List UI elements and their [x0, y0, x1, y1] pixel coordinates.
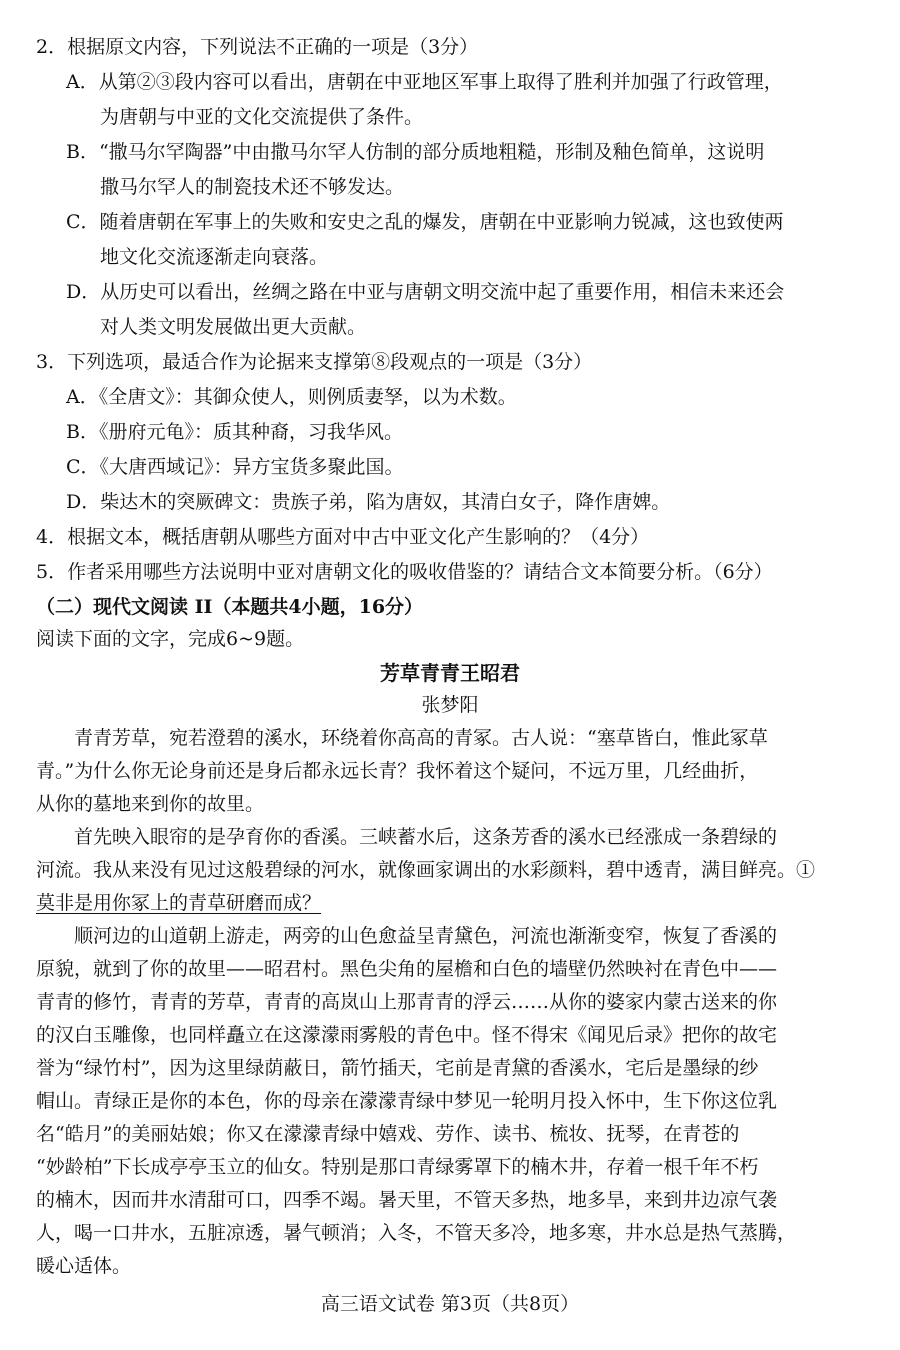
paragraph-3-line: 的楠木，因而井水清甜可口，四季不竭。暑天里，不管天多热，地多旱，来到井边凉气袭	[36, 1189, 778, 1211]
paragraph-3-line: 青青的修竹，青青的芳草，青青的高岚山上那青青的浮云……从你的婆家内蒙古送来的你	[36, 991, 778, 1013]
question-3-stem: 3．下列选项，最适合作为论据来支撑第⑧段观点的一项是（3分）	[36, 351, 593, 373]
question-3-option-c: C．《大唐西域记》：异方宝货多聚此国。	[66, 456, 404, 478]
paragraph-1-line: 青。”为什么你无论身前还是身后都永远长青？我怀着这个疑问，不远万里，几经曲折，	[36, 760, 759, 782]
paragraph-3-line: 誉为“绿竹村”，因为这里绿荫蔽日，箭竹插天，宅前是青黛的香溪水，宅后是墨绿的纱	[36, 1057, 759, 1079]
question-2-option-b-cont: 撒马尔罕人的制瓷技术还不够发达。	[100, 176, 405, 198]
question-3-option-a: A．《全唐文》：其御众使人，则例质妻孥，以为术数。	[66, 386, 517, 408]
question-3-option-b: B．《册府元龟》：质其种裔，习我华风。	[66, 421, 403, 443]
section-heading: （二）现代文阅读 II（本题共4小题，16分）	[36, 596, 424, 618]
question-2-option-d-cont: 对人类文明发展做出更大贡献。	[100, 316, 367, 338]
paragraph-3-line: 原貌，就到了你的故里——昭君村。黑色尖角的屋檐和白色的墙壁仍然映衬在青色中——	[36, 958, 778, 980]
paragraph-1-line: 青青芳草，宛若澄碧的溪水，环绕着你高高的青冢。古人说：“塞草皆白，惟此冢草	[74, 727, 768, 749]
question-2-option-c-cont: 地文化交流逐渐走向衰落。	[100, 246, 329, 268]
question-3-option-d: D．柴达木的突厥碑文：贵族子弟，陷为唐奴，其清白女子，降作唐婢。	[66, 491, 671, 513]
paragraph-3-line: “妙龄柏”下长成亭亭玉立的仙女。特别是那口青绿雾罩下的楠木井，存着一根千年不朽	[36, 1156, 759, 1178]
question-4: 4．根据文本，概括唐朝从哪些方面对中古中亚文化产生影响的？（4分）	[36, 526, 650, 548]
question-2-stem: 2．根据原文内容，下列说法不正确的一项是（3分）	[36, 36, 479, 58]
question-5: 5．作者采用哪些方法说明中亚对唐朝文化的吸收借鉴的？请结合文本简要分析。（6分）	[36, 561, 773, 583]
page-footer: 高三语文试卷 第3页（共8页）	[320, 1293, 580, 1315]
question-2-option-c: C．随着唐朝在军事上的失败和安史之乱的爆发，唐朝在中亚影响力锐减，这也致使两	[66, 211, 784, 233]
paragraph-3-line: 顺河边的山道朝上游走，两旁的山色愈益呈青黛色，河流也渐渐变窄，恢复了香溪的	[74, 925, 778, 947]
paragraph-2-line: 河流。我从来没有见过这般碧绿的河水，就像画家调出的水彩颜料，碧中透青，满目鲜亮。①	[36, 859, 816, 881]
paragraph-2-line: 首先映入眼帘的是孕育你的香溪。三峡蓄水后，这条芳香的溪水已经涨成一条碧绿的	[74, 826, 778, 848]
section-instruction: 阅读下面的文字，完成6~9题。	[36, 628, 305, 650]
paragraph-3-line: 帽山。青绿正是你的本色，你的母亲在濛濛青绿中梦见一轮明月投入怀中，生下你这位乳	[36, 1090, 778, 1112]
article-title: 芳草青青王昭君	[380, 661, 520, 685]
paragraph-3-line: 的汉白玉雕像，也同样矗立在这濛濛雨雾般的青色中。怪不得宋《闻见后录》把你的故宅	[36, 1024, 778, 1046]
question-2-option-d: D．从历史可以看出，丝绸之路在中亚与唐朝文明交流中起了重要作用，相信未来还会	[66, 281, 785, 303]
question-2-option-a: A．从第②③段内容可以看出，唐朝在中亚地区军事上取得了胜利并加强了行政管理，	[66, 71, 783, 93]
underlined-sentence-1: 莫非是用你冢上的青草研磨而成？	[36, 892, 322, 914]
paragraph-3-line: 名“皓月”的美丽姑娘；你又在濛濛青绿中嬉戏、劳作、读书、梳妆、抚琴，在青苍的	[36, 1123, 740, 1145]
paragraph-3-line: 人，喝一口井水，五脏凉透，暑气顿消；入冬，不管天多冷，地多寒，井水总是热气蒸腾，	[36, 1222, 797, 1244]
article-author: 张梦阳	[421, 694, 479, 716]
paragraph-3-line: 暖心适体。	[36, 1255, 132, 1277]
paragraph-1-line: 从你的墓地来到你的故里。	[36, 793, 265, 815]
question-2-option-b: B．“撒马尔罕陶器”中由撒马尔罕人仿制的部分质地粗糙，形制及釉色简单，这说明	[66, 141, 765, 163]
question-2-option-a-cont: 为唐朝与中亚的文化交流提供了条件。	[100, 106, 424, 128]
